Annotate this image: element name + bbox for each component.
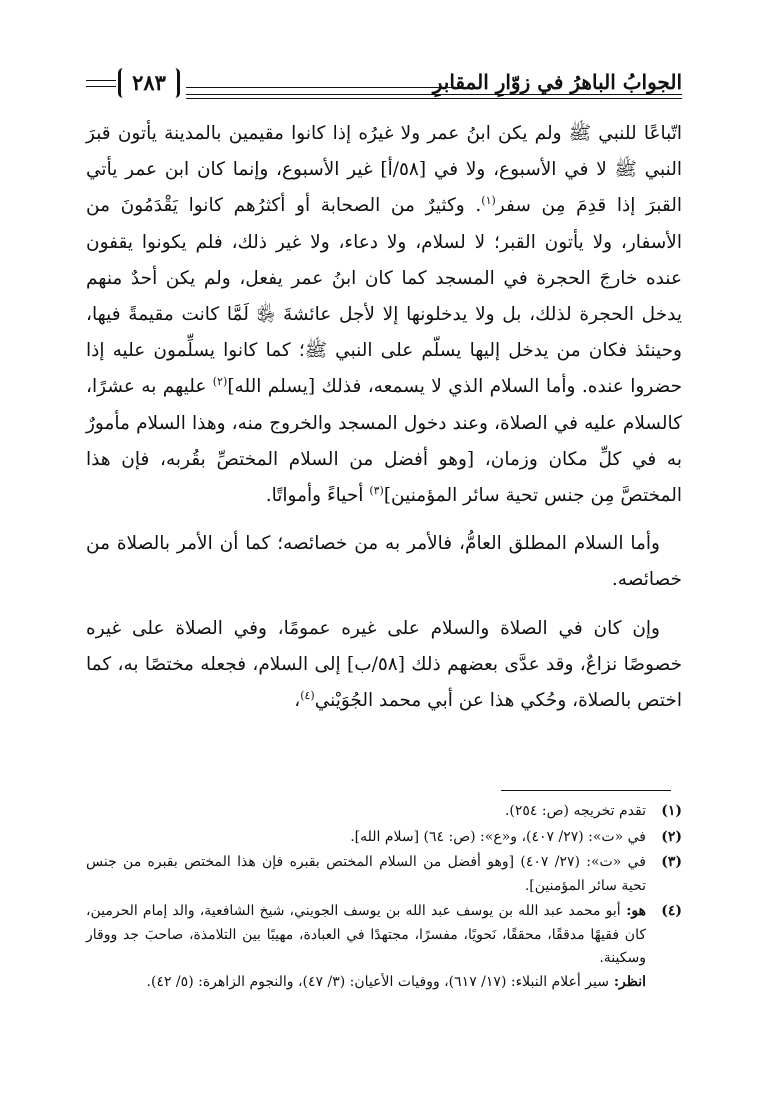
header-rule (86, 80, 116, 81)
header-rule (186, 87, 458, 88)
book-title: الجوابُ الباهرُ في زوّارِ المقابرِ (432, 70, 682, 94)
footnote-marker: (١) (481, 194, 496, 208)
footnote-separator (501, 790, 671, 791)
footnote (86, 900, 682, 994)
paragraph (86, 526, 682, 598)
main-text (86, 116, 682, 719)
header-rule (186, 94, 682, 95)
footnote-lead: انظر: (608, 973, 646, 990)
footnote-text: في «ت»: (٢٧/ ٤٠٧) [وهو أفضل من السلام المختص بقبره فإن هذا المختص بقبره من جنس تحية سائر المؤمنين]. (86, 854, 646, 894)
footnote-reference (86, 971, 646, 995)
footnote-text: سير أعلام النبلاء: (١٧/ ٦١٧)، ووفيات الأعيان: (٣/ ٤٧)، والنجوم الزاهرة: (٥/ ٤٢). (146, 973, 609, 990)
header-rule (186, 98, 682, 99)
footnote-text: في «ت»: (٢٧/ ٤٠٧)، و«ع»: (ص: ٦٤) [سلام الله]. (350, 828, 646, 845)
footnote-marker: (٢) (212, 375, 228, 389)
footnote (86, 851, 682, 898)
text-run: وإن كان في الصلاة والسلام على غيره عمومًا، وفي الصلاة على غيره خصوصًا نزاعٌ، وقد عدَّى بعضهم ذلك [٥٨/ب] إلى السلام، فجعله مختصًا به، كما اختص بالصلاة، وحُكي هذا عن أبي محمد الجُوَيْني (86, 617, 683, 712)
footnote-marker: (٤) (300, 688, 315, 702)
footnote (86, 826, 682, 850)
footnote-number: (٤) (661, 903, 682, 919)
footnote-marker: (٣) (369, 483, 384, 497)
footnote-number: (١) (661, 803, 682, 819)
footnote-text: أبو محمد عبد الله بن يوسف عبد الله بن يوسف الجويني، شيخ الشافعية، والد إمام الحرمين، كان فقيهًا مدققًا، محققًا، نَحويًا، مفسرًا، مجتهدًا في العبادة، مهيبًا بين التلامذة، صاحبَ جد ووقار وسكينة. (86, 903, 646, 966)
header-rule (86, 86, 116, 87)
text-run: عليهم به عشرًا، كالسلام عليه في الصلاة، وعند دخول المسجد والخروج منه، وهذا السلام مأمورٌ به في كلِّ مكان وزمان، [وهو أفضل من السلام المختصِّ بقُربه، فإن هذا المختصَّ مِن جنس تحية سائر المؤمنين] (86, 376, 682, 507)
text-run: ، (294, 690, 301, 712)
page-header (86, 64, 682, 108)
paragraph (86, 116, 682, 514)
footnote-lead: هو: (620, 903, 646, 919)
paragraph (86, 611, 682, 720)
footnote (86, 800, 682, 824)
text-run: . وكثيرٌ من الصحابة أو أكثرُهم كانوا يَقْدَمُونَ من الأسفار، ولا يأتون القبر؛ لا لسلام، ولا دعاء، ولا غير ذلك، فلم يكونوا يقفون عنده خارجَ الحجرة في المسجد كما كان ابنُ عمر يفعل، ولم يكن أحدٌ منهم يدخل الحجرة لذلك، بل ولا يدخلونها إلا لأجل عائشةَ ﵂ لَمَّا كانت مقيمةً فيها، وحينئذ فكان من يدخل إليها يسلّم على النبي ﷺ؛ كما كانوا يسلِّمون عليه إذا حضروا عنده. وأما السلام الذي لا يسمعه، فذلك [يسلم الله] (86, 195, 683, 398)
text-run: اتّباعًا للنبي ﷺ ولم يكن ابنُ عمر ولا غيرُه إذا كانوا مقيمين بالمدينة يأتون قبرَ النبي ﷺ لا في الأسبوع، ولا في [٥٨/أ] غير الأسبوع، وإنما كان ابن عمر يأتي القبرَ إذا قدِمَ مِن سفر (86, 123, 682, 217)
text-run: وأما السلام المطلق العامُّ، فالأمر به من خصائصه؛ كما أن الأمر بالصلاة من خصائصه. (86, 533, 682, 591)
text-run: أحياءً وأمواتًا. (265, 485, 370, 507)
footnote-number: (٣) (661, 854, 682, 870)
footnote-body (86, 900, 646, 994)
footnote-number: (٢) (661, 828, 682, 845)
footnote-text: تقدم تخريجه (ص: ٢٥٤). (504, 803, 646, 819)
page-number: ٢٨٣ (118, 68, 180, 98)
footnotes (86, 800, 682, 994)
